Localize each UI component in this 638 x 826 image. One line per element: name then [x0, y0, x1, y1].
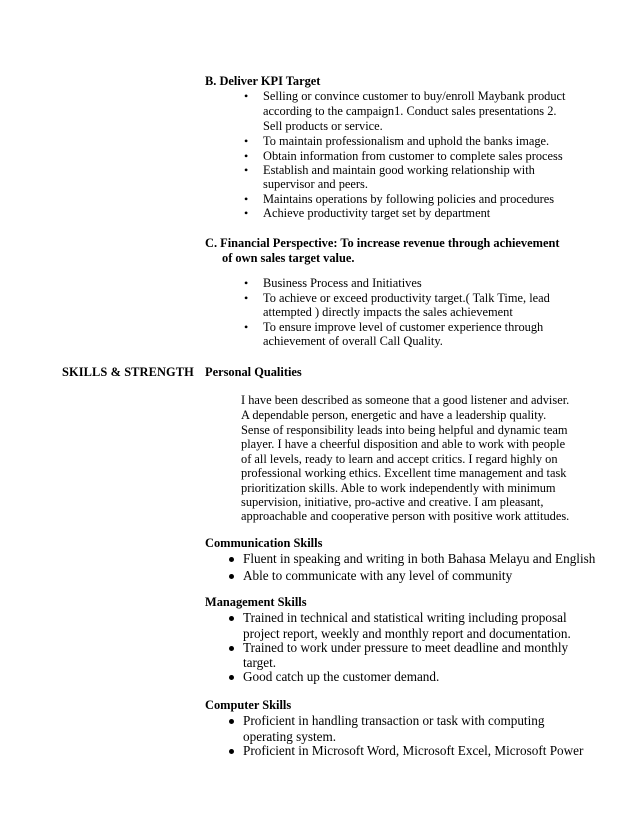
section-c-heading: C. Financial Perspective: To increase revenue through achievement — [205, 236, 560, 250]
section-b-heading: B. Deliver KPI Target — [205, 74, 321, 88]
list-item: Fluent in speaking and writing in both Bahasa Melayu and English — [243, 551, 596, 566]
management-skills-heading: Management Skills — [205, 595, 307, 609]
bullet: • — [244, 320, 249, 334]
bullet — [229, 616, 234, 621]
list-item-continuation: operating system. — [243, 729, 337, 744]
paragraph-line: prioritization skills. Able to work independently with minimum — [241, 481, 556, 495]
list-item: Proficient in handling transaction or task with computing — [243, 713, 545, 728]
paragraph-line: approachable and cooperative person with positive work attitudes. — [241, 509, 570, 523]
bullet — [229, 749, 234, 754]
list-item: To maintain professionalism and uphold the banks image. — [263, 134, 550, 148]
bullet: • — [244, 163, 249, 177]
list-item-continuation: project report, weekly and monthly report and documentation. — [243, 626, 571, 641]
bullet — [229, 675, 234, 680]
list-item: Achieve productivity target set by department — [263, 206, 491, 220]
list-item: Proficient in Microsoft Word, Microsoft Excel, Microsoft Power — [243, 743, 584, 758]
list-item: Trained to work under pressure to meet deadline and monthly — [243, 640, 569, 655]
list-item: Trained in technical and statistical writing including proposal — [243, 610, 567, 625]
list-item: Selling or convince customer to buy/enroll Maybank product — [263, 89, 566, 103]
paragraph-line: of all levels, ready to learn and accept critics. I regard highly on — [241, 452, 558, 466]
communication-skills-heading: Communication Skills — [205, 536, 323, 550]
bullet — [229, 574, 234, 579]
list-item-continuation: attempted ) directly impacts the sales achievement — [263, 305, 513, 319]
list-item: Obtain information from customer to complete sales process — [263, 149, 563, 163]
list-item: Business Process and Initiatives — [263, 276, 422, 290]
list-item-continuation: achievement of overall Call Quality. — [263, 334, 443, 348]
paragraph-line: Sense of responsibility leads into being helpful and dynamic team — [241, 423, 568, 437]
paragraph-line: player. I have a cheerful disposition and able to work with people — [241, 437, 566, 451]
paragraph-line: I have been described as someone that a good listener and adviser. — [241, 393, 570, 407]
list-item-continuation: according to the campaign1. Conduct sales presentations 2. — [263, 104, 557, 118]
bullet: • — [244, 276, 249, 290]
paragraph-line: A dependable person, energetic and have a leadership quality. — [241, 408, 547, 422]
personal-qualities-heading: Personal Qualities — [205, 365, 302, 379]
paragraph-line: supervision, initiative, pro-active and creative. I am pleasant, — [241, 495, 544, 509]
list-item-continuation: target. — [243, 655, 277, 670]
list-item: Maintains operations by following policies and procedures — [263, 192, 555, 206]
bullet: • — [244, 89, 249, 103]
list-item: To achieve or exceed productivity target.( Talk Time, lead — [263, 291, 550, 305]
section-label-skills: SKILLS & STRENGTH — [62, 365, 194, 379]
bullet — [229, 719, 234, 724]
bullet: • — [244, 149, 249, 163]
list-item-continuation: Sell products or service. — [263, 119, 383, 133]
list-item: To ensure improve level of customer experience through — [263, 320, 544, 334]
bullet: • — [244, 291, 249, 305]
list-item-continuation: supervisor and peers. — [263, 177, 368, 191]
section-c-heading-continuation: of own sales target value. — [222, 251, 355, 265]
bullet: • — [244, 192, 249, 206]
bullet: • — [244, 206, 249, 220]
bullet: • — [244, 134, 249, 148]
list-item: Good catch up the customer demand. — [243, 669, 440, 684]
paragraph-line: professional working ethics. Excellent time management and task — [241, 466, 567, 480]
list-item: Able to communicate with any level of community — [243, 568, 513, 583]
bullet — [229, 646, 234, 651]
computer-skills-heading: Computer Skills — [205, 698, 292, 712]
list-item: Establish and maintain good working relationship with — [263, 163, 535, 177]
bullet — [229, 557, 234, 562]
